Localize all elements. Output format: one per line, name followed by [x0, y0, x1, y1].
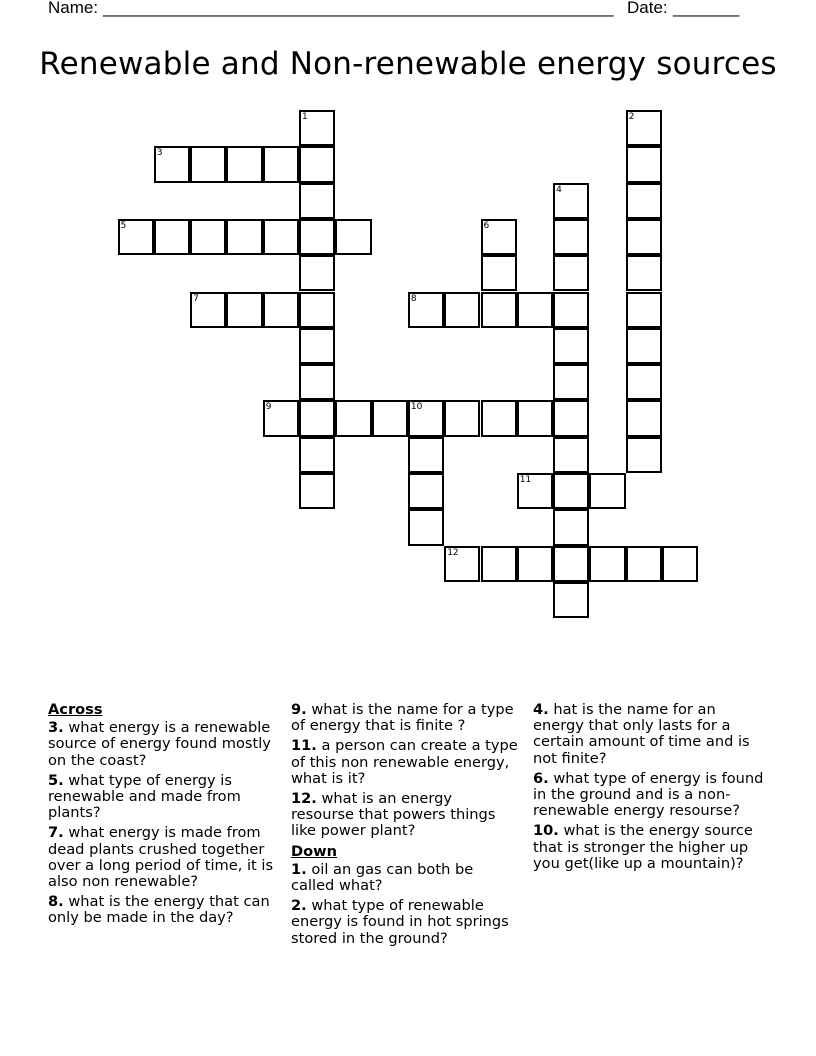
- down-clue-1: [291, 862, 519, 894]
- grid-cell[interactable]: [626, 183, 662, 219]
- grid-cell[interactable]: [481, 400, 517, 436]
- grid-cell[interactable]: [626, 364, 662, 400]
- clue-text: what type of energy is renewable and made from plants?: [48, 771, 241, 822]
- down-clue-6: [533, 771, 769, 820]
- grid-cell[interactable]: [626, 400, 662, 436]
- date-label: Date:: [627, 0, 668, 17]
- grid-cell[interactable]: [226, 219, 262, 255]
- grid-cell[interactable]: [626, 546, 662, 582]
- across-clue-12: [291, 791, 519, 840]
- grid-cell[interactable]: [263, 292, 299, 328]
- grid-cell[interactable]: [553, 400, 589, 436]
- grid-cell[interactable]: [408, 400, 444, 436]
- clue-number: 5.: [48, 771, 64, 789]
- name-label: Name:: [48, 0, 99, 17]
- clue-number-label: 4: [556, 184, 562, 195]
- grid-cell[interactable]: [626, 146, 662, 182]
- down-heading: Down: [291, 842, 338, 860]
- grid-cell[interactable]: [517, 546, 553, 582]
- grid-cell[interactable]: [335, 219, 371, 255]
- clues-column-2: [291, 702, 519, 951]
- grid-cell[interactable]: [335, 400, 371, 436]
- grid-cell[interactable]: [553, 437, 589, 473]
- grid-cell[interactable]: [553, 219, 589, 255]
- across-clue-8: [48, 894, 276, 926]
- grid-cell[interactable]: [662, 546, 698, 582]
- grid-cell[interactable]: [408, 509, 444, 545]
- clue-number-label: 2: [628, 112, 635, 122]
- clue-number-label: 10: [410, 402, 423, 413]
- clues-column-3: [533, 702, 769, 876]
- down-clue-2: [291, 898, 519, 947]
- clue-number: 3.: [48, 719, 64, 737]
- grid-cell[interactable]: [226, 292, 262, 328]
- clue-number: 7.: [48, 824, 64, 842]
- clue-number-label: 3: [156, 148, 163, 159]
- grid-cell[interactable]: [263, 146, 299, 182]
- clue-text: oil an gas can both be called what?: [291, 860, 474, 895]
- grid-cell[interactable]: [553, 292, 589, 328]
- grid-cell[interactable]: [553, 473, 589, 509]
- clue-number: 1.: [291, 860, 307, 878]
- grid-cell[interactable]: [517, 473, 553, 509]
- grid-cell[interactable]: [444, 546, 480, 582]
- grid-cell[interactable]: [226, 146, 262, 182]
- grid-cell[interactable]: [589, 546, 625, 582]
- clue-text: what type of energy is found in the ground and is a non-renewable energy resourse?: [533, 769, 764, 820]
- clue-number: 6.: [533, 769, 549, 787]
- clue-number: 10.: [533, 822, 559, 840]
- grid-cell[interactable]: [589, 473, 625, 509]
- grid-cell[interactable]: [408, 292, 444, 328]
- grid-cell[interactable]: [626, 110, 662, 146]
- grid-cell[interactable]: [118, 219, 154, 255]
- clue-number-label: 6: [483, 220, 490, 231]
- clue-number-label: 1: [302, 112, 308, 122]
- grid-cell[interactable]: [481, 546, 517, 582]
- grid-cell[interactable]: [190, 146, 226, 182]
- clue-text: what is the name for a type of energy that is finite ?: [291, 701, 514, 735]
- clue-number: 12.: [291, 790, 317, 808]
- grid-cell[interactable]: [553, 546, 589, 582]
- across-clue-7: [48, 825, 276, 890]
- grid-cell[interactable]: [408, 473, 444, 509]
- clue-number: 2.: [291, 897, 307, 915]
- grid-cell[interactable]: [299, 146, 335, 182]
- grid-cell[interactable]: [481, 219, 517, 255]
- grid-cell[interactable]: [299, 437, 335, 473]
- across-clue-11: [291, 738, 519, 787]
- clue-number-label: 12: [447, 547, 459, 558]
- clue-number-label: 11: [519, 475, 532, 485]
- down-clue-4: [533, 702, 769, 767]
- across-clue-9: [291, 702, 519, 734]
- clue-text: what energy is a renewable source of energy found mostly on the coast?: [48, 719, 271, 769]
- clue-text: what type of renewable energy is found in hot springs stored in the ground?: [291, 897, 509, 947]
- page-title: Renewable and Non-renewable energy sources: [39, 46, 777, 82]
- grid-cell[interactable]: [299, 183, 335, 219]
- clue-text: what is an energy resourse that powers things like power plant?: [291, 790, 496, 840]
- grid-cell[interactable]: [481, 255, 517, 291]
- grid-cell[interactable]: [299, 219, 335, 255]
- down-clue-10: [533, 823, 769, 872]
- grid-cell[interactable]: [154, 219, 190, 255]
- clue-text: a person can create a type of this non renewable energy, what is it?: [291, 737, 518, 787]
- grid-cell[interactable]: [263, 400, 299, 436]
- grid-cell[interactable]: [553, 255, 589, 291]
- clue-text: hat is the name for an energy that only lasts for a certain amount of time and is not finite?: [533, 701, 750, 767]
- grid-cell[interactable]: [444, 292, 480, 328]
- grid-cell[interactable]: [553, 183, 589, 219]
- grid-cell[interactable]: [299, 400, 335, 436]
- grid-cell[interactable]: [626, 437, 662, 473]
- across-heading: Across: [48, 701, 103, 718]
- name-field[interactable]: ______________________________________________________: [103, 0, 614, 17]
- grid-cell[interactable]: [408, 437, 444, 473]
- grid-cell[interactable]: [626, 219, 662, 255]
- clue-text: what is the energy source that is stronger the higher up you get(like up a mountain)?: [533, 822, 753, 872]
- date-field[interactable]: _______: [673, 0, 740, 17]
- clue-text: what energy is made from dead plants crushed together over a long period of time, it is also non renewable?: [48, 824, 274, 891]
- clue-number-label: 9: [265, 402, 272, 413]
- grid-cell[interactable]: [553, 328, 589, 364]
- clue-text: what is the energy that can only be made in the day?: [48, 893, 270, 927]
- grid-cell[interactable]: [553, 582, 589, 618]
- clue-number: 4.: [533, 701, 549, 718]
- grid-cell[interactable]: [553, 509, 589, 545]
- grid-cell[interactable]: [299, 110, 335, 146]
- clue-number-label: 7: [193, 293, 199, 304]
- grid-cell[interactable]: [626, 255, 662, 291]
- grid-cell[interactable]: [626, 328, 662, 364]
- grid-cell[interactable]: [299, 292, 335, 328]
- clue-number-label: 5: [120, 220, 127, 231]
- clue-number: 11.: [291, 737, 317, 755]
- grid-cell[interactable]: [299, 364, 335, 400]
- grid-cell[interactable]: [517, 292, 553, 328]
- grid-cell[interactable]: [626, 292, 662, 328]
- grid-cell[interactable]: [444, 400, 480, 436]
- grid-cell[interactable]: [190, 292, 226, 328]
- clue-number: 9.: [291, 701, 307, 718]
- grid-cell[interactable]: [517, 400, 553, 436]
- grid-cell[interactable]: [372, 400, 408, 436]
- clue-number-label: 8: [410, 293, 417, 304]
- across-clue-3: [48, 720, 276, 769]
- grid-cell[interactable]: [263, 219, 299, 255]
- grid-cell[interactable]: [299, 473, 335, 509]
- across-clue-5: [48, 773, 276, 822]
- clue-number: 8.: [48, 893, 64, 911]
- grid-cell[interactable]: [190, 219, 226, 255]
- clues-column-1: [48, 702, 276, 931]
- grid-cell[interactable]: [553, 364, 589, 400]
- grid-cell[interactable]: [299, 255, 335, 291]
- grid-cell[interactable]: [299, 328, 335, 364]
- grid-cell[interactable]: [481, 292, 517, 328]
- grid-cell[interactable]: [154, 146, 190, 182]
